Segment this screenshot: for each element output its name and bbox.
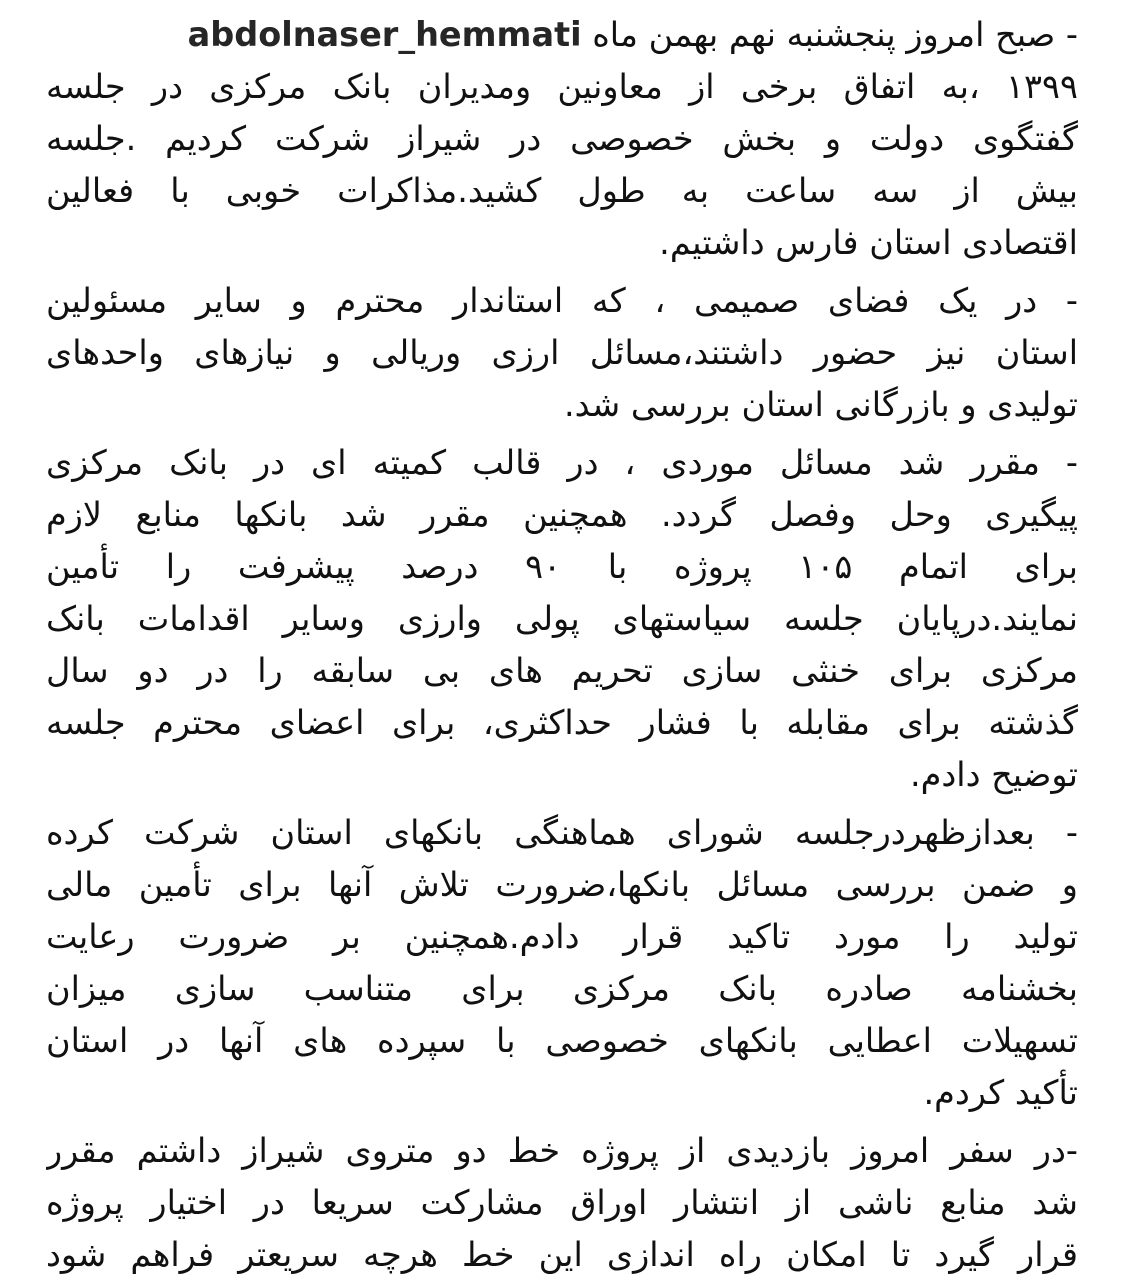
caption-paragraph-5 (46, 1125, 1078, 1281)
caption-line: تسهیلات اعطایی بانکهای خصوصی با سپرده های آنها در استان (46, 1021, 1078, 1060)
caption-paragraph-4 (46, 807, 1078, 1119)
caption-line: استان نیز حضور داشتند،مسائل ارزی وریالی و نیازهای واحدهای (46, 333, 1078, 372)
caption-line: گفتگوی دولت و بخش خصوصی در شیراز شرکت کردیم .جلسه (46, 119, 1078, 158)
caption-text: - صبح امروز پنجشنبه نهم بهمن ماه (592, 15, 1078, 54)
caption-line: ۱۳۹۹ ،به اتفاق برخی از معاونین ومدیران بانک مرکزی در جلسه (46, 67, 1078, 106)
caption-line: بخشنامه صادره بانک مرکزی برای متناسب سازی میزان (46, 969, 1078, 1008)
post-caption (46, 0, 1078, 1287)
caption-line: تأکید کردم. (923, 1073, 1078, 1112)
caption-line: مرکزی برای خنثی سازی تحریم های بی سابقه را در دو سال (46, 651, 1078, 690)
caption-paragraph-3 (46, 437, 1078, 801)
caption-line: برای اتمام ۱۰۵ پروژه با ۹۰ درصد پیشرفت را تأمین (46, 547, 1078, 586)
caption-line: بیش از سه ساعت به طول کشید.مذاکرات خوبی با فعالین (46, 171, 1078, 210)
caption-line: پیگیری وحل وفصل گردد. همچنین مقرر شد بانکها منابع لازم (46, 495, 1078, 534)
caption-line: - بعدازظهردرجلسه شورای هماهنگی بانکهای استان شرکت کرده (46, 813, 1078, 852)
caption-line: توضیح دادم. (910, 755, 1078, 794)
caption-line: قرار گیرد تا امکان راه اندازی این خط هرچه سریعتر فراهم شود (46, 1235, 1078, 1274)
caption-line: و ضمن بررسی مسائل بانکها،ضرورت تلاش آنها برای تأمین مالی (46, 865, 1078, 904)
caption-paragraph-2 (46, 275, 1078, 431)
caption-line: گذشته برای مقابله با فشار حداکثری، برای اعضای محترم جلسه (46, 703, 1078, 742)
caption-line: نمایند.درپایان جلسه سیاستهای پولی وارزی وسایر اقدامات بانک (46, 599, 1078, 638)
caption-line: - در یک فضای صمیمی ، که استاندار محترم و سایر مسئولین (46, 281, 1078, 320)
caption-line: -در سفر امروز بازدیدی از پروژه خط دو متروی شیراز داشتم مقرر (46, 1131, 1078, 1170)
caption-line (46, 0, 1078, 61)
caption-line: تولیدی و بازرگانی استان بررسی شد. (563, 385, 1078, 424)
caption-line: - مقرر شد مسائل موردی ، در قالب کمیته ای در بانک مرکزی (46, 443, 1078, 482)
caption-line: تولید را مورد تاکید قرار دادم.همچنین بر ضرورت رعایت (46, 917, 1078, 956)
username-link[interactable]: abdolnaser_hemmati (187, 15, 582, 54)
caption-line: شد منابع ناشی از انتشار اوراق مشارکت سریعا در اختیار پروژه (46, 1183, 1078, 1222)
caption-line: اقتصادی استان فارس داشتیم. (659, 223, 1078, 262)
caption-paragraph-1 (46, 0, 1078, 269)
